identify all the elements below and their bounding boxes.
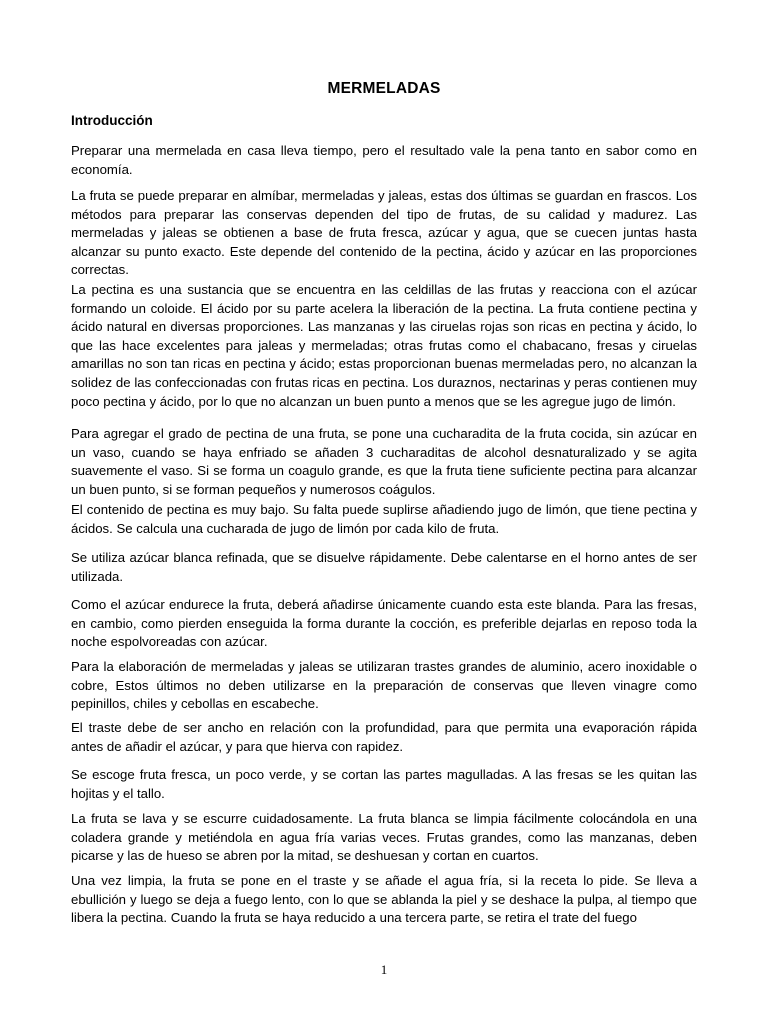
paragraph-10: Se escoge fruta fresca, un poco verde, y se cortan las partes magulladas. A las fresas se les quitan las hojitas y el tallo. [71, 767, 697, 801]
paragraph-4: Para agregar el grado de pectina de una fruta, se pone una cucharadita de la fruta cocida, sin azúcar en un vaso, cuando se haya enfriado se añaden 3 cucharaditas de alcohol desnaturalizado y se agita suavemente el vaso. Si se forma un coagulo grande, es que la fruta tiene suficiente pectina para alcanzar un buen punto, si se forman pequeños y numerosos coágulos. [71, 426, 697, 497]
paragraph-2: La fruta se puede preparar en almíbar, mermeladas y jaleas, estas dos últimas se guardan en frascos. Los métodos para preparar las conservas dependen del tipo de frutas, de su calidad y madurez. Las mermeladas y jaleas se obtienen a base de fruta fresca, azúcar y agua, que se cuecen juntas hasta alcanzar su punto exacto. Este depende del contenido de la pectina, ácido y azúcar en las proporciones correctas. [71, 188, 697, 278]
paragraph-7: Como el azúcar endurece la fruta, deberá añadirse únicamente cuando esta este blanda. Para las fresas, en cambio, como pierden enseguida la forma durante la cocción, es preferible dejarlas en reposo toda la noche espolvoreadas con azúcar. [71, 597, 697, 650]
paragraph-12: Una vez limpia, la fruta se pone en el traste y se añade el agua fría, si la receta lo pide. Se lleva a ebullición y luego se deja a fuego lento, con lo que se ablanda la piel y se deshace la pulpa, al tiempo que libera la pectina. Cuando la fruta se haya reducido a una tercera parte, se retira el trate del fuego [71, 873, 697, 926]
page-title: MERMELADAS [327, 80, 441, 97]
paragraph-11: La fruta se lava y se escurre cuidadosamente. La fruta blanca se limpia fácilmente colocándola en una coladera grande y metiéndola en agua fría varias veces. Frutas grandes, como las manzanas, deben picarse y las de hueso se abren por la mitad, se deshuesan y cortan en cuartos. [71, 811, 697, 864]
paragraph-8: Para la elaboración de mermeladas y jaleas se utilizaran trastes grandes de aluminio, acero inoxidable o cobre, Estos últimos no deben utilizarse en la preparación de conservas que lleven vinagre como pepinillos, chiles y cebollas en escabeche. [71, 659, 697, 712]
page-number: 1 [380, 962, 388, 977]
paragraph-1: Preparar una mermelada en casa lleva tiempo, pero el resultado vale la pena tanto en sabor como en economía. [71, 143, 697, 177]
paragraph-3: La pectina es una sustancia que se encuentra en las celdillas de las frutas y reacciona con el azúcar formando un coloide. El ácido por su parte acelera la liberación de la pectina. La fruta contiene pectina y ácido natural en diversas proporciones. Las manzanas y las ciruelas rojas son ricas en pectina y ácido, lo que las hace excelentes para jaleas y mermeladas; otras frutas como el chabacano, fresas y ciruelas amarillas no son tan ricas en pectina y ácido; estas proporcionan buenas mermeladas pero, no alcanzan la solidez de las confeccionadas con frutas ricas en pectina. Los duraznos, nectarinas y peras contienen muy poco pectina y ácido, por lo que no alcanzan un buen punto a menos que se les agregue jugo de limón. [71, 282, 697, 409]
paragraph-6: Se utiliza azúcar blanca refinada, que se disuelve rápidamente. Debe calentarse en el horno antes de ser utilizada. [71, 550, 697, 584]
paragraph-9: El traste debe de ser ancho en relación con la profundidad, para que permita una evaporación rápida antes de añadir el azúcar, y para que hierva con rapidez. [71, 720, 697, 754]
section-heading: Introducción [71, 113, 153, 128]
paragraph-5: El contenido de pectina es muy bajo. Su falta puede suplirse añadiendo jugo de limón, que tiene pectina y ácidos. Se calcula una cucharada de jugo de limón por cada kilo de fruta. [71, 502, 697, 536]
